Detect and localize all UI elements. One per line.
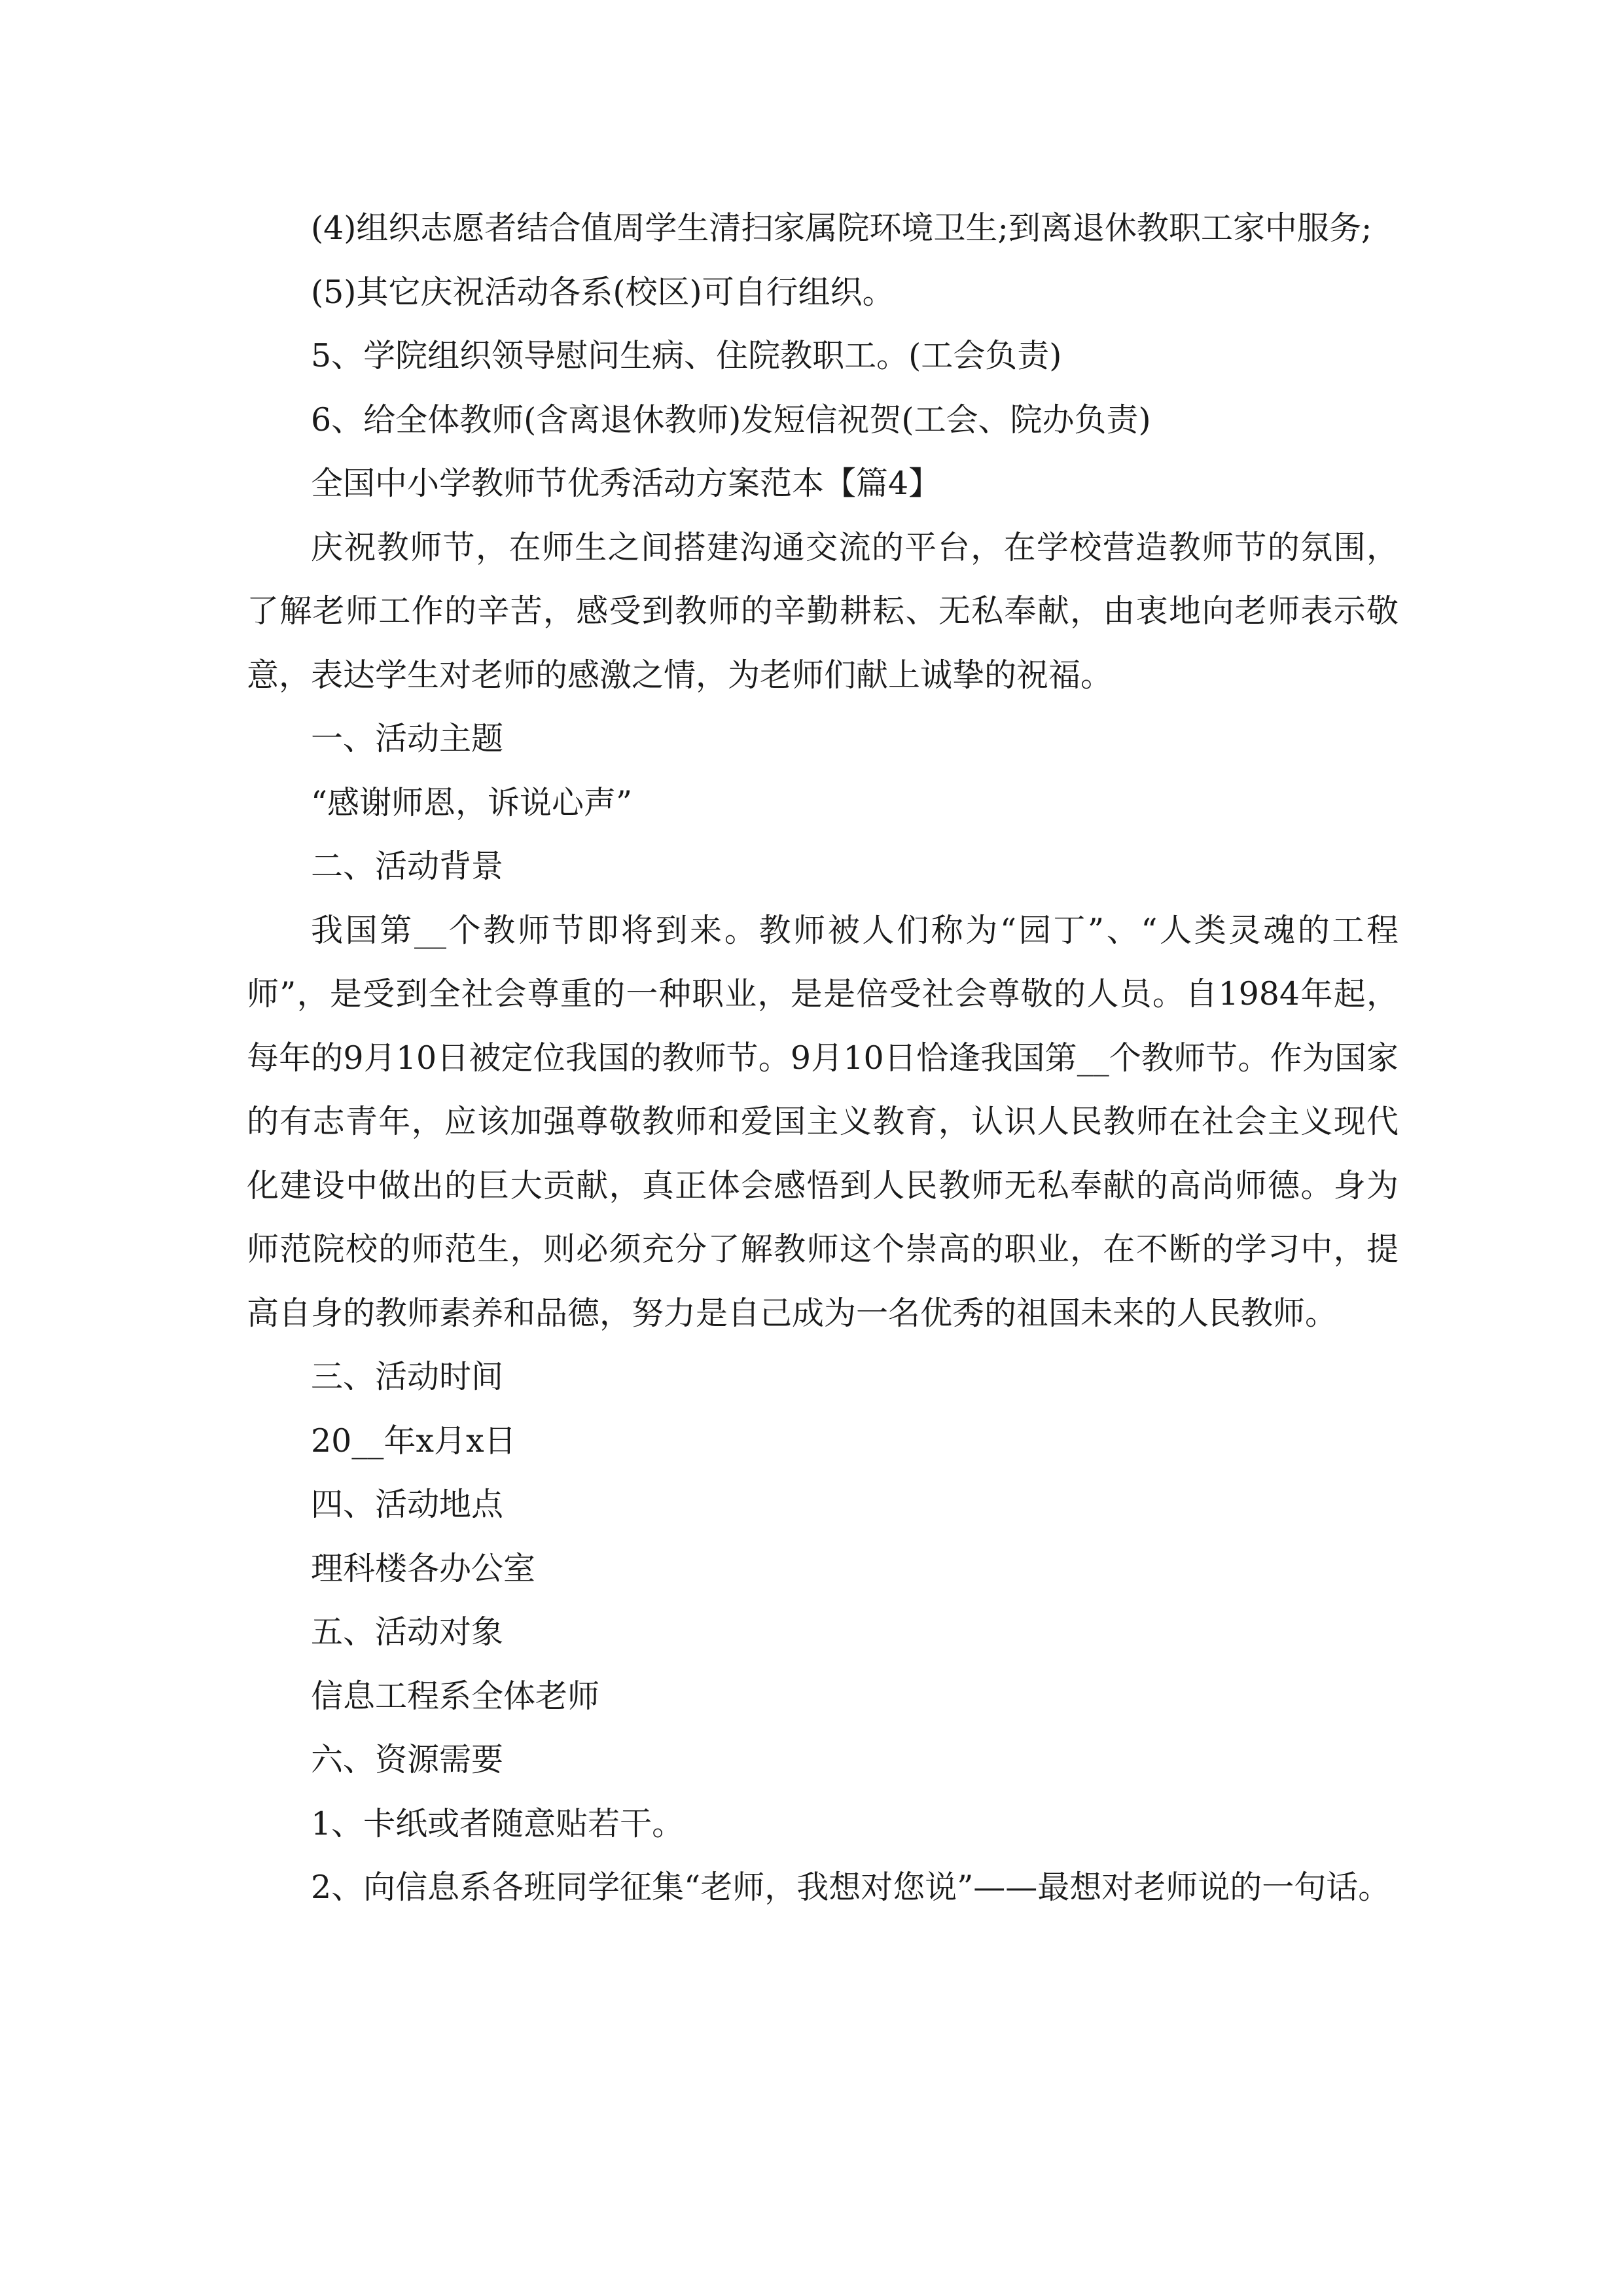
- paragraph-audience: 信息工程系全体老师: [311, 1677, 600, 1715]
- paragraph-location: 理科楼各办公室: [311, 1549, 536, 1587]
- paragraph-intro: 庆祝教师节，在师生之间搭建沟通交流的平台，在学校营造教师节的氛围，了解老师工作的辛苦，感受到教师的辛勤耕耘、无私奉献，由衷地向老师表示敬意，表达学生对老师的感激之情，为老师们献上诚挚的祝福。: [247, 528, 1399, 694]
- heading-activity-location: 四、活动地点: [311, 1486, 504, 1523]
- heading-activity-audience: 五、活动对象: [311, 1613, 504, 1651]
- paragraph-point-6-sms-greetings: 6、给全体教师(含离退休教师)发短信祝贺(工会、院办负责): [311, 401, 1151, 439]
- section-title-part-4: 全国中小学教师节优秀活动方案范本【篇4】: [311, 465, 941, 502]
- heading-resources: 六、资源需要: [311, 1741, 504, 1778]
- paragraph-item-4-volunteers: (4)组织志愿者结合值周学生清扫家属院环境卫生;到离退休教职工家中服务;: [311, 209, 1372, 247]
- paragraph-point-5-visit-sick: 5、学院组织领导慰问生病、住院教职工。(工会负责): [311, 337, 1062, 374]
- document-body: [247, 196, 1399, 1920]
- paragraph-resource-1: 1、卡纸或者随意贴若干。: [311, 1804, 685, 1842]
- paragraph-resource-2: 2、向信息系各班同学征集“老师，我想对您说”——最想对老师说的一句话。: [311, 1869, 1391, 1906]
- heading-activity-theme: 一、活动主题: [311, 720, 504, 757]
- paragraph-activity-date: 20__年x月x日: [311, 1422, 516, 1460]
- paragraph-background: 我国第__个教师节即将到来。教师被人们称为“园丁”、“人类灵魂的工程师”，是受到全社会尊重的一种职业，是是倍受社会尊敬的人员。自1984年起，每年的9月10日被定位我国的教师节。9月10日恰逢我国第__个教师节。作为国家的有志青年，应该加强尊敬教师和爱国主义教育，认识人民教师在社会主义现代化建设中做出的巨大贡献，真正体会感悟到人民教师无私奉献的高尚师德。身为师范院校的师范生，则必须充分了解教师这个崇高的职业，在不断的学习中，提高自身的教师素养和品德，努力是自己成为一名优秀的祖国未来的人民教师。: [247, 911, 1399, 1332]
- heading-activity-background: 二、活动背景: [311, 848, 504, 885]
- heading-activity-time: 三、活动时间: [311, 1358, 504, 1395]
- paragraph-item-5-other-activities: (5)其它庆祝活动各系(校区)可自行组织。: [311, 273, 895, 311]
- paragraph-theme-slogan: “感谢师恩，诉说心声”: [311, 783, 633, 821]
